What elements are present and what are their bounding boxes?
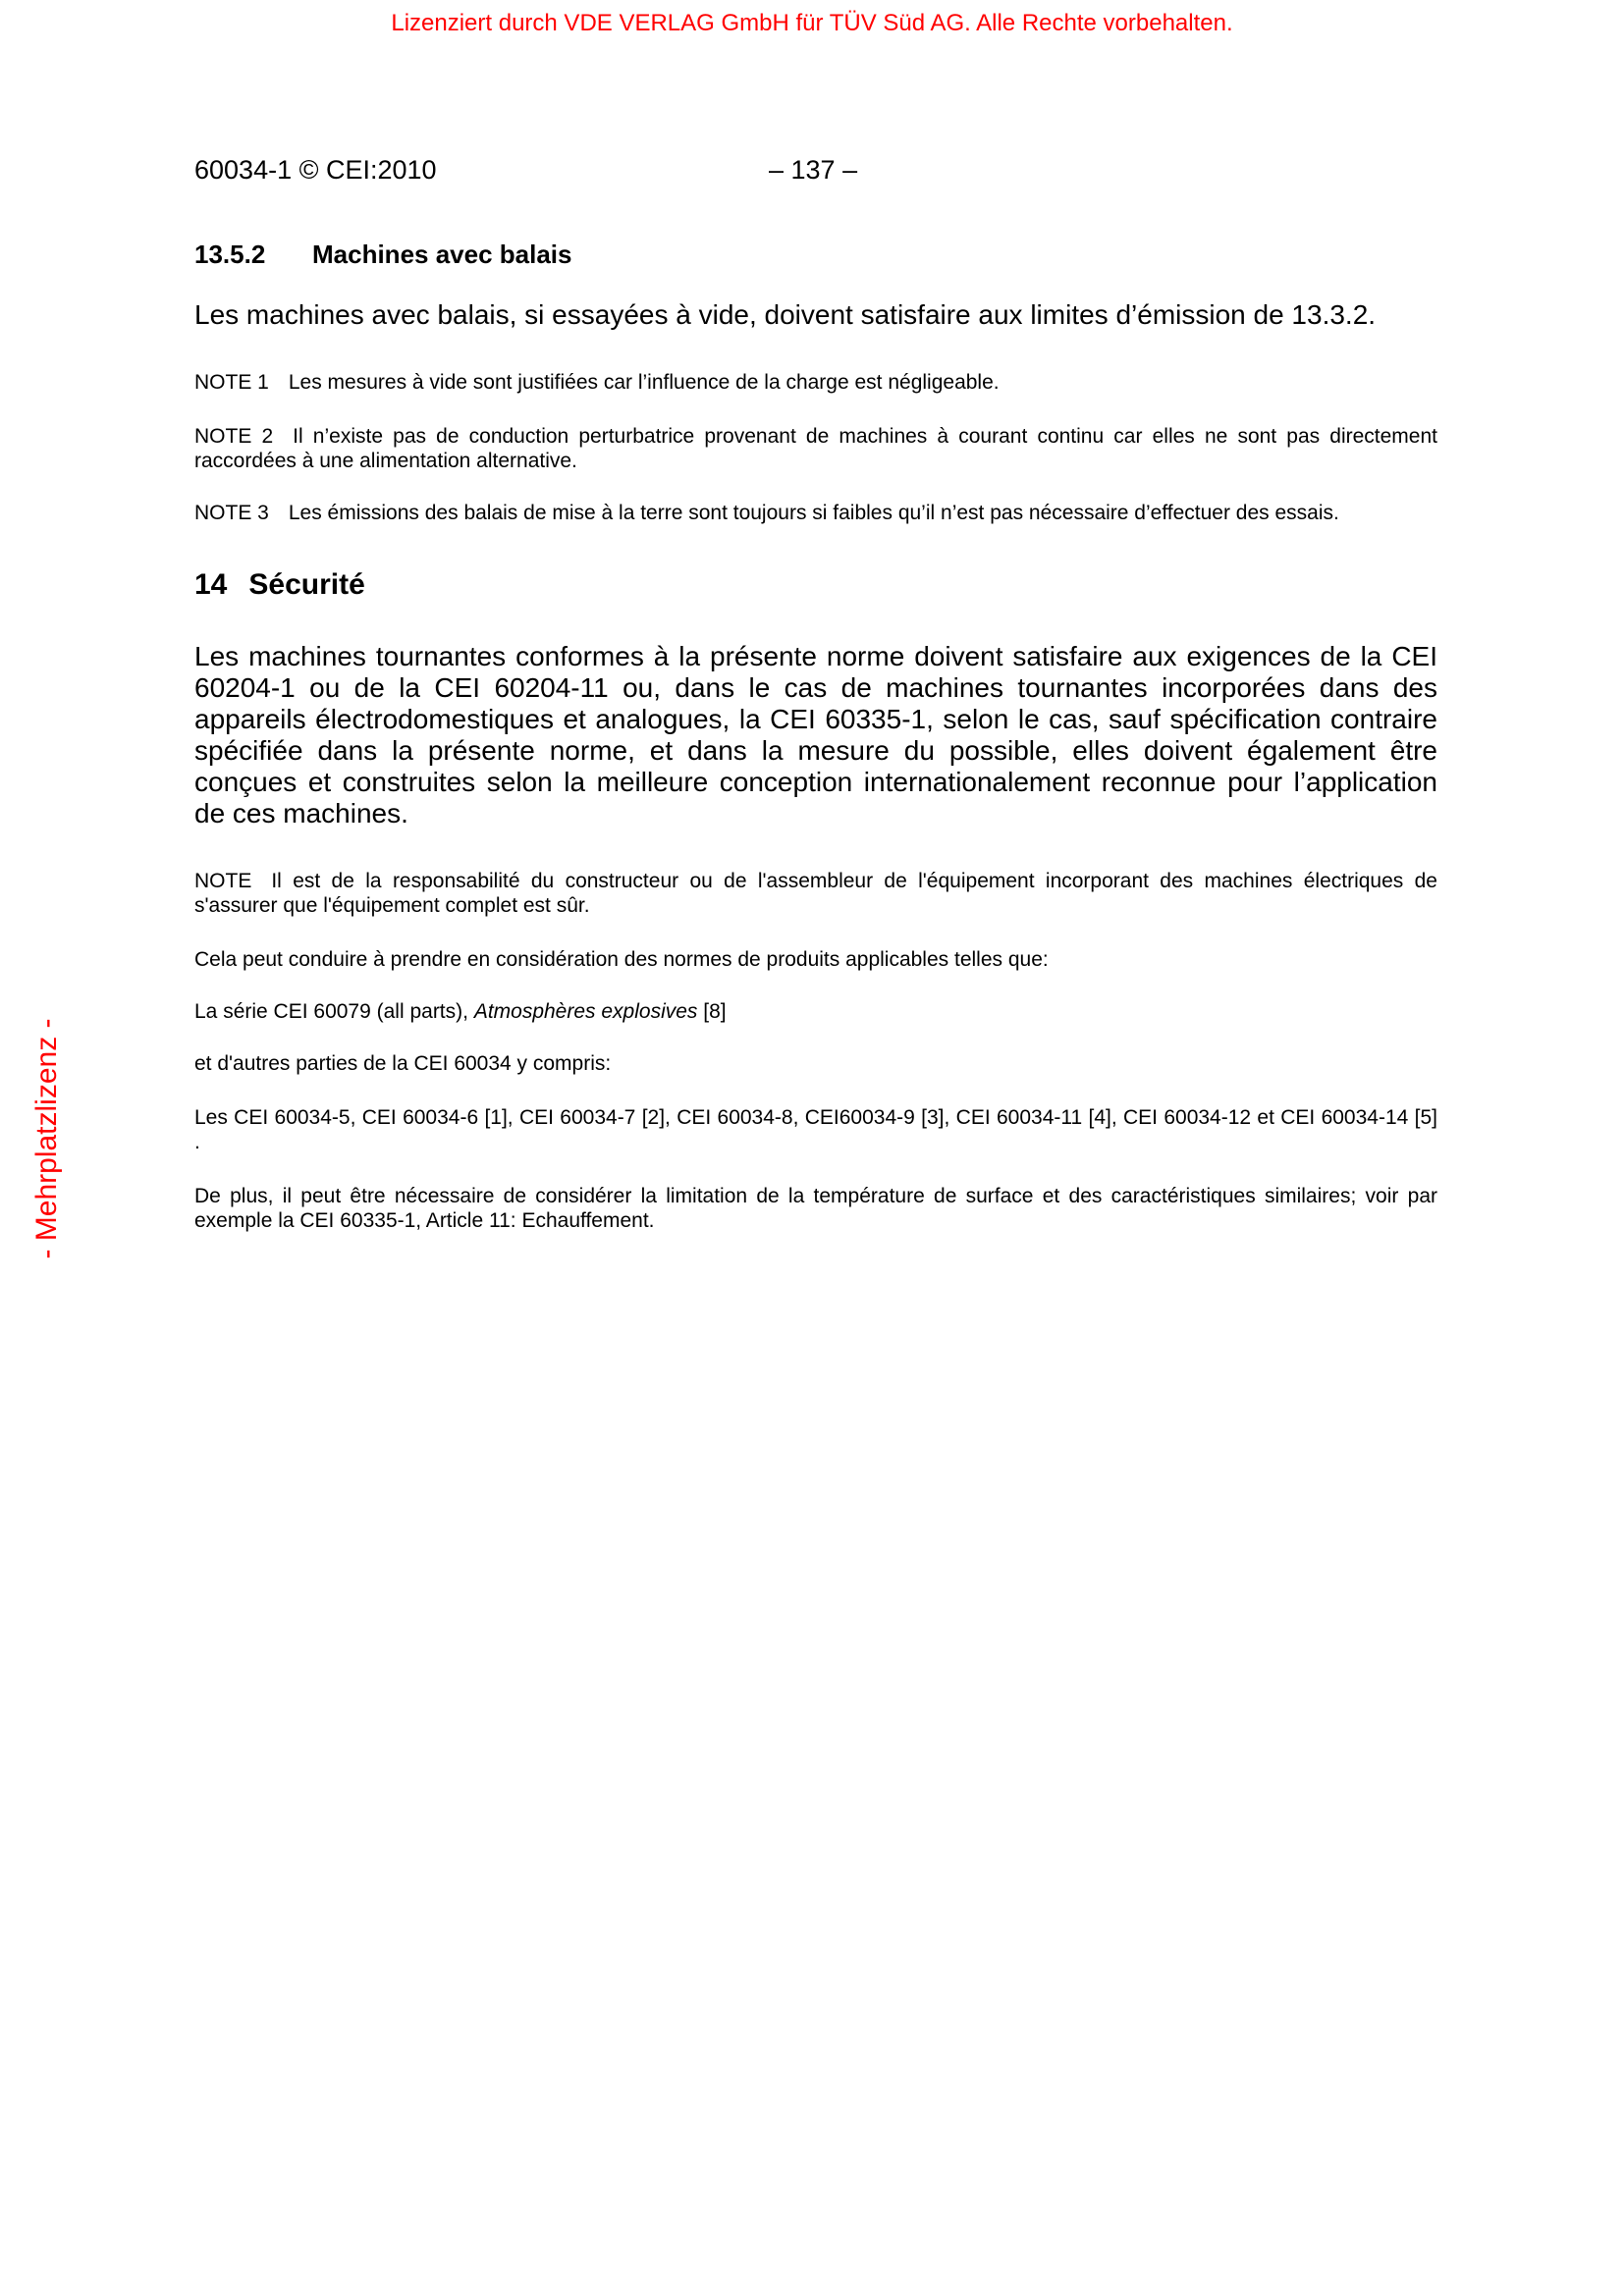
page-header	[194, 155, 1437, 194]
paragraph-series-60079	[194, 999, 1437, 1024]
series-title: Atmosphères explosives	[473, 1000, 698, 1023]
paragraph-safety: Les machines tournantes conformes à la présente norme doivent satisfaire aux exigences de la CEI 60204-1 ou de la CEI 60204-11 ou, dans le cas de machines tournantes incorporées dans des appareils électrodomestiques et analogues, la CEI 60335-1, selon le cas, sauf spécification contraire spécifiée dans la présente norme, et dans la mesure du possible, elles doivent également être conçues et construites selon la meilleure conception internationalement reconnue pour l’application de ces machines.	[194, 641, 1437, 828]
series-text: La série CEI 60079 (all parts),	[194, 1000, 474, 1023]
series-reference: [8]	[697, 1000, 727, 1023]
note-text: Les émissions des balais de mise à la terre sont toujours si faibles qu’il n’est pas nécessaire d’effectuer des essais.	[288, 502, 1339, 524]
note-text: Il est de la responsabilité du constructeur ou de l'assembleur de l'équipement incorporant des machines électriques de s'assurer que l'équipement complet est sûr.	[194, 870, 1437, 917]
note-1	[194, 370, 1437, 395]
section-number: 13.5.2	[194, 240, 266, 269]
note-3	[194, 501, 1437, 525]
note-label: NOTE 3	[194, 502, 269, 524]
note-label: NOTE	[194, 870, 252, 892]
note-2	[194, 424, 1437, 473]
section-title: Machines avec balais	[312, 240, 572, 269]
note-text: Il n’existe pas de conduction perturbatrice provenant de machines à courant continu car elles ne sont pas directement raccordées à une alimentation alternative.	[194, 425, 1437, 472]
section-number: 14	[194, 568, 228, 601]
note-safety	[194, 869, 1437, 918]
paragraph-surface-temperature: De plus, il peut être nécessaire de considérer la limitation de la température de surface et des caractéristiques similaires; voir par exemple la CEI 60335-1, Article 11: Echauffement.	[194, 1185, 1437, 1232]
section-heading-13-5-2	[194, 240, 1437, 270]
note-label: NOTE 1	[194, 371, 269, 394]
license-watermark: Lizenziert durch VDE VERLAG GmbH für TÜV Süd AG. Alle Rechte vorbehalten.	[391, 10, 1233, 36]
paragraph-other-parts: et d'autres parties de la CEI 60034 y compris:	[194, 1052, 612, 1075]
paragraph-parts-list: Les CEI 60034-5, CEI 60034-6 [1], CEI 60034-7 [2], CEI 60034-8, CEI60034-9 [3], CEI 60034-11 [4], CEI 60034-12 et CEI 60034-14 [5] .	[194, 1106, 1437, 1153]
note-label: NOTE 2	[194, 425, 274, 448]
note-text: Les mesures à vide sont justifiées car l’influence de la charge est négligeable.	[288, 371, 1000, 394]
standard-reference: 60034-1 © CEI:2010	[194, 155, 437, 185]
section-heading-14	[194, 568, 1437, 602]
paragraph-product-standards: Cela peut conduire à prendre en considération des normes de produits applicables telles que:	[194, 948, 1049, 971]
paragraph-brushes: Les machines avec balais, si essayées à vide, doivent satisfaire aux limites d’émission de 13.3.2.	[194, 299, 1377, 330]
section-title: Sécurité	[248, 568, 365, 601]
page-number: – 137 –	[769, 155, 858, 185]
document-page	[194, 155, 1437, 1233]
multi-user-license-watermark: - Mehrplatzlizenz -	[30, 1018, 63, 1259]
